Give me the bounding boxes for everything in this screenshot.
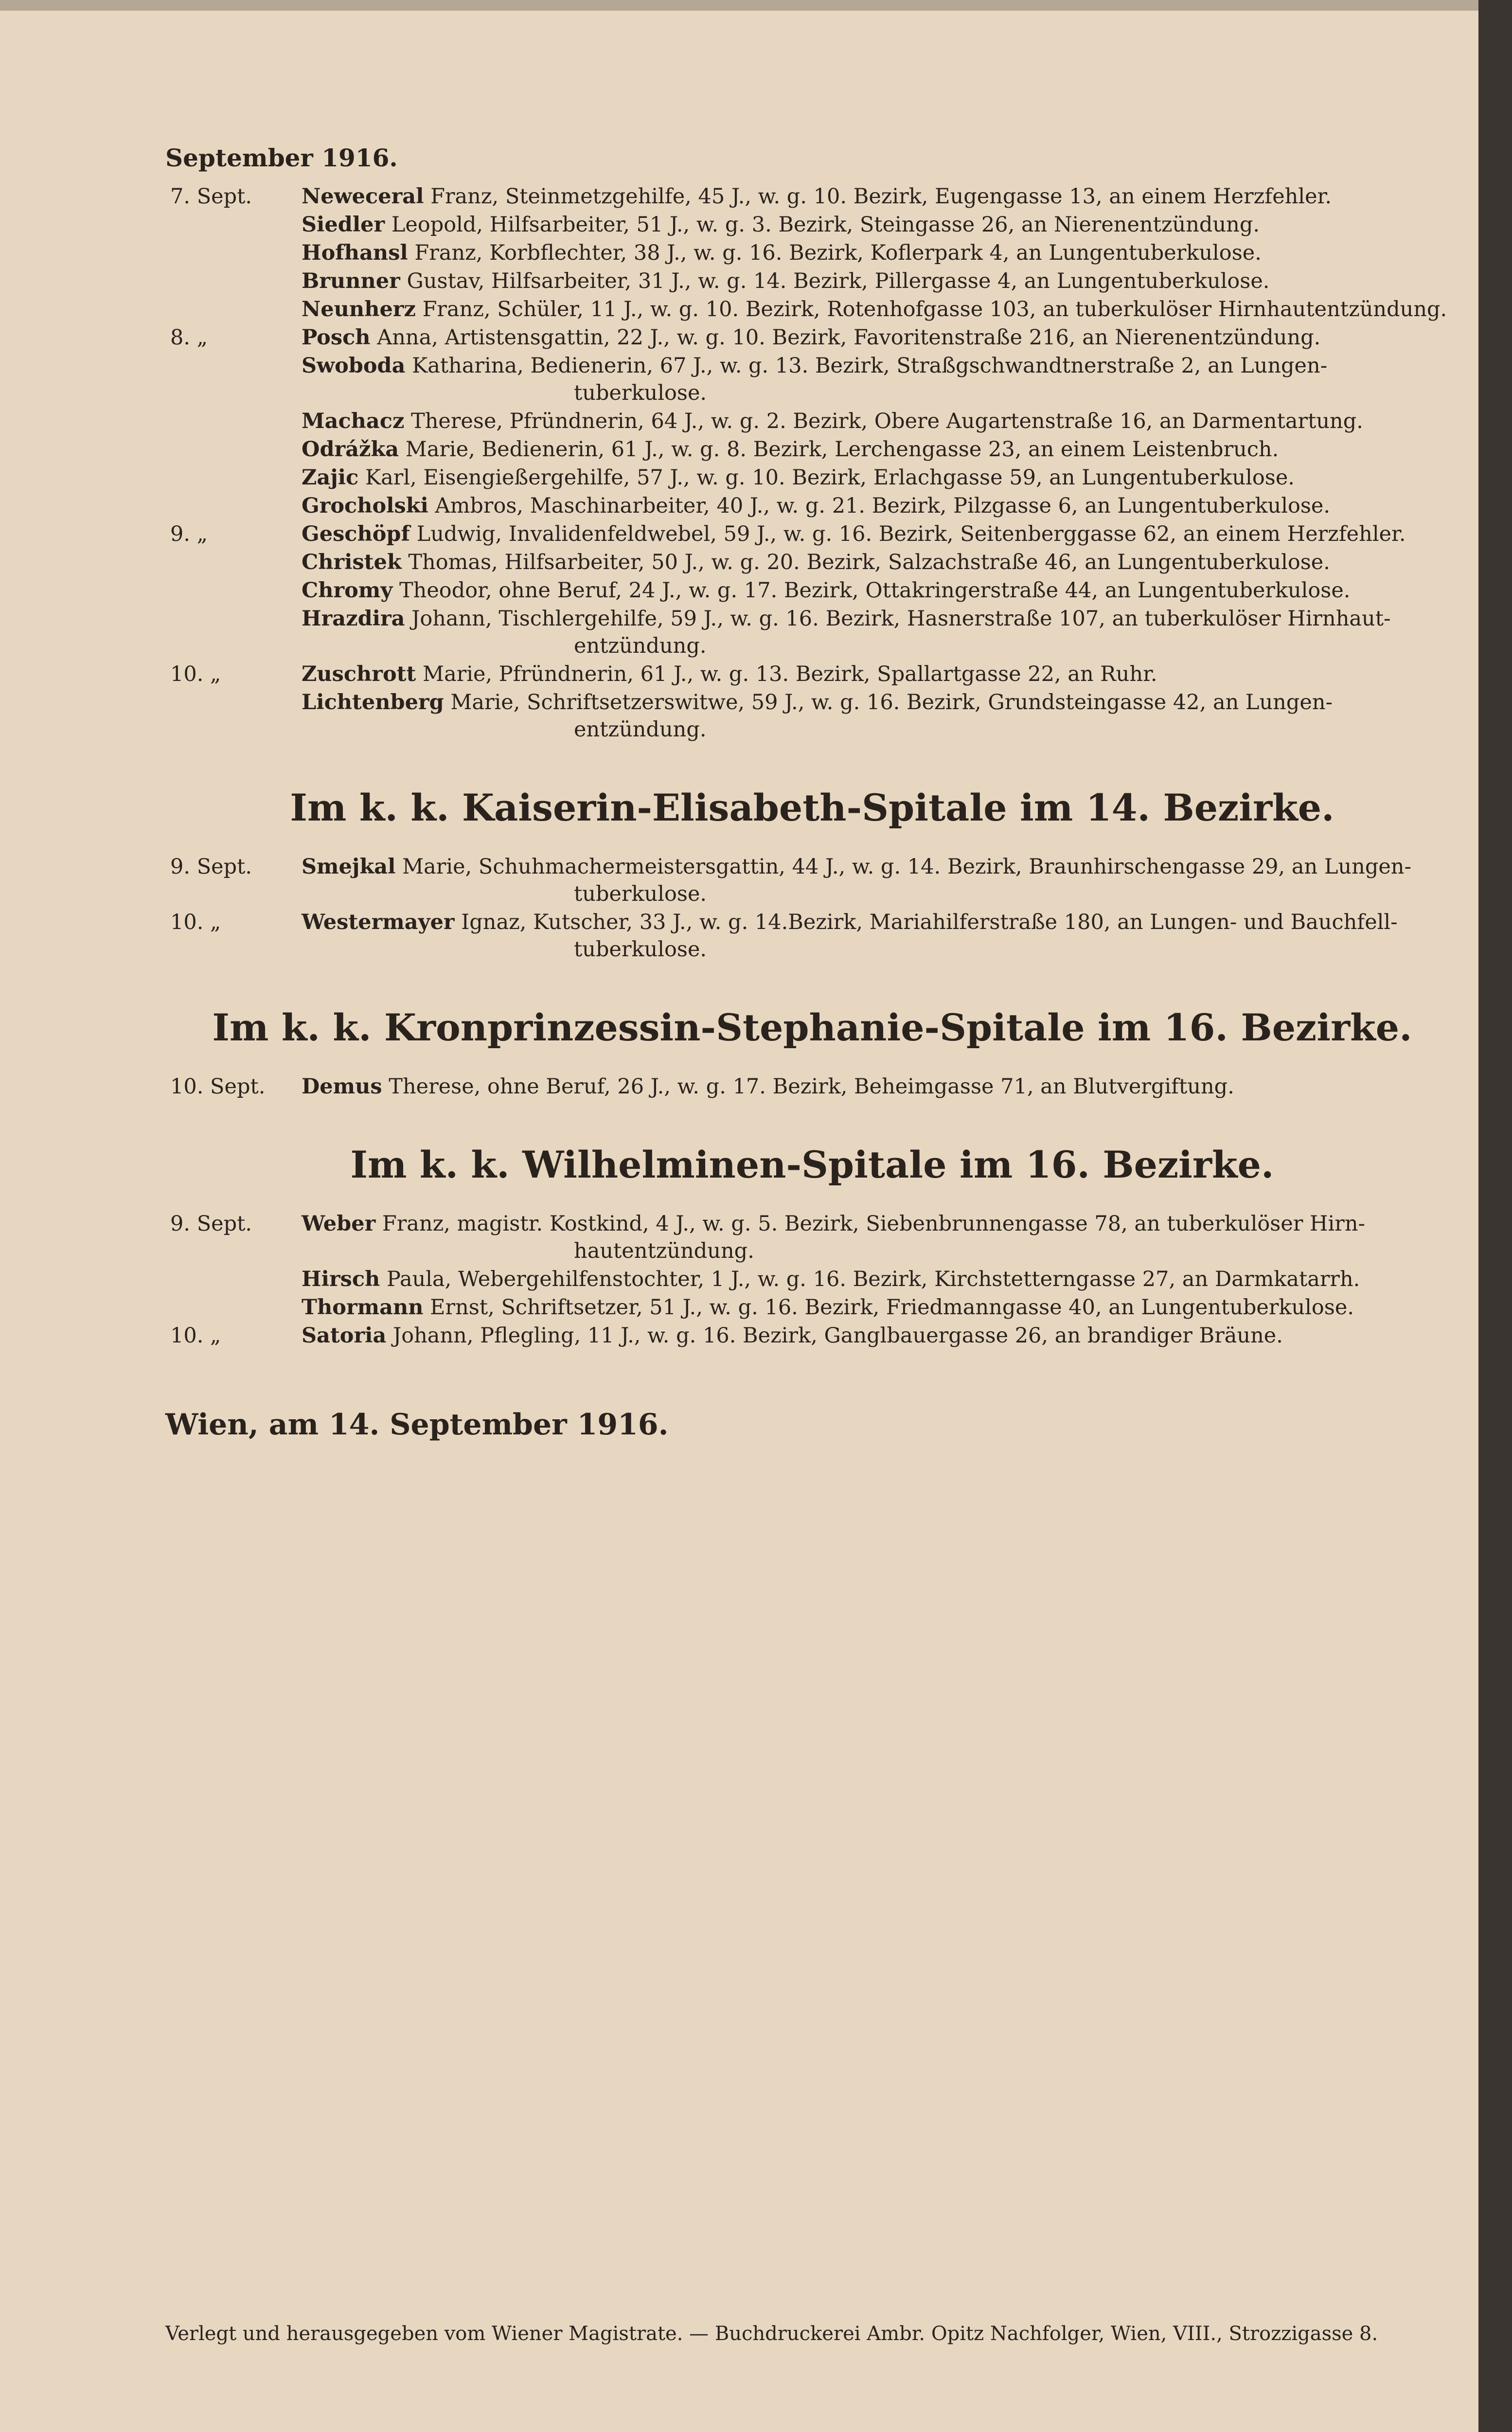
entry-line <box>302 239 1459 267</box>
entry-row <box>165 520 1459 548</box>
entry-date <box>165 492 302 519</box>
entry-line <box>302 909 1459 936</box>
section-heading: Im k. k. Kaiserin-Elisabeth-Spitale im 14. Bezirke. <box>290 786 1334 829</box>
deceased-name: Lichtenberg <box>302 690 444 715</box>
entry-line <box>302 211 1459 238</box>
section <box>165 1138 1459 1349</box>
entry-date: 10. Sept. <box>170 1074 266 1099</box>
entry-line <box>302 1322 1459 1349</box>
entry-row <box>165 853 1459 908</box>
entry-line <box>302 605 1459 632</box>
section <box>165 1001 1459 1100</box>
entry-row <box>165 492 1459 519</box>
section <box>165 781 1459 963</box>
entry-line <box>302 183 1459 210</box>
entry-date <box>165 605 302 660</box>
name-spacer <box>455 910 462 934</box>
deceased-name: Geschöpf <box>302 522 410 546</box>
name-spacer <box>380 1267 387 1291</box>
entry-details: Therese, Pfründnerin, 64 J., w. g. 2. Bezirk, Obere Augartenstraße 16, an Darmentartung. <box>411 409 1363 433</box>
entry-text <box>302 464 1459 491</box>
entry-details: Franz, Steinmetzgehilfe, 45 J., w. g. 10. Bezirk, Eugengasse 13, an einem Herzfehler. <box>430 184 1332 209</box>
entry-text <box>302 239 1459 267</box>
entry-date: 10. „ <box>170 910 221 934</box>
section-heading: Im k. k. Wilhelminen-Spitale im 16. Bezirke. <box>350 1143 1274 1186</box>
entry-text <box>302 352 1459 407</box>
deceased-name: Grocholski <box>302 494 428 518</box>
entry-text <box>302 661 1459 688</box>
entry-row <box>165 268 1459 295</box>
entry-continuation: entzündung. <box>574 634 707 658</box>
entry-date: 9. Sept. <box>170 855 252 879</box>
deceased-name: Christek <box>302 550 402 574</box>
deceased-name: Hirsch <box>302 1267 380 1291</box>
entry-text <box>302 436 1459 463</box>
name-spacer <box>405 607 411 631</box>
entry-details: Franz, magistr. Kostkind, 4 J., w. g. 5. Bezirk, Siebenbrunnengasse 78, an tuberkulöser Hirn- <box>382 1212 1366 1236</box>
entry-text <box>302 211 1459 238</box>
entry-line <box>302 661 1459 688</box>
entry-text <box>302 492 1459 519</box>
entry-date <box>165 689 302 743</box>
entry-text <box>302 1210 1459 1265</box>
entry-row <box>165 605 1459 660</box>
entry-line <box>302 436 1459 463</box>
deceased-name: Brunner <box>302 269 400 293</box>
entry-date: 10. „ <box>170 662 221 686</box>
entry-row <box>165 1210 1459 1265</box>
deceased-name: Posch <box>302 325 371 350</box>
entry-date <box>165 268 302 295</box>
name-spacer <box>423 1295 430 1320</box>
entry-row <box>165 1073 1459 1100</box>
entry-details: Marie, Schriftsetzerswitwe, 59 J., w. g. 16. Bezirk, Grundsteingasse 42, an Lungen- <box>450 690 1333 715</box>
name-spacer <box>402 550 409 574</box>
entry-text <box>302 605 1459 660</box>
month-header: September 1916. <box>165 143 398 172</box>
entry-details: Ernst, Schriftsetzer, 51 J., w. g. 16. Bezirk, Friedmanngasse 40, an Lungentuberkulose. <box>430 1295 1354 1320</box>
content-area <box>165 141 1459 1447</box>
name-spacer <box>395 855 402 879</box>
entry-text <box>302 1322 1459 1349</box>
entry-line <box>302 1073 1459 1100</box>
entry-text <box>302 549 1459 576</box>
entry-row <box>165 408 1459 435</box>
deceased-name: Hofhansl <box>302 241 408 265</box>
name-spacer <box>416 662 423 686</box>
entry-details: Therese, ohne Beruf, 26 J., w. g. 17. Bezirk, Beheimgasse 71, an Blutvergiftung. <box>389 1074 1234 1099</box>
entry-date: 9. Sept. <box>170 1212 252 1236</box>
entry-text <box>302 577 1459 604</box>
entry-date <box>165 464 302 491</box>
deceased-name: Machacz <box>302 409 405 433</box>
entry-row <box>165 239 1459 267</box>
entry-details: Katharina, Bedienerin, 67 J., w. g. 13. Bezirk, Straßgschwandtnerstraße 2, an Lungen- <box>412 354 1328 378</box>
entry-date <box>165 1294 302 1321</box>
section <box>165 183 1459 743</box>
deceased-name: Smejkal <box>302 855 396 879</box>
section-heading: Im k. k. Kronprinzessin-Stephanie-Spitale im 16. Bezirke. <box>212 1006 1412 1049</box>
entry-date: 10. „ <box>170 1323 221 1348</box>
entry-text <box>302 1073 1459 1100</box>
entry-text <box>302 1266 1459 1293</box>
deceased-name: Swoboda <box>302 354 406 378</box>
deceased-name: Zajic <box>302 465 359 490</box>
entry-row <box>165 324 1459 351</box>
entry-line <box>302 853 1459 880</box>
entry-date: 9. „ <box>170 522 208 546</box>
entry-details: Gustav, Hilfsarbeiter, 31 J., w. g. 14. Bezirk, Pillergasse 4, an Lungentuberkulose. <box>407 269 1270 293</box>
name-spacer <box>371 325 377 350</box>
entry-text <box>302 268 1459 295</box>
entry-date <box>165 549 302 576</box>
entry-row <box>165 689 1459 743</box>
entry-date <box>165 436 302 463</box>
entry-row <box>165 211 1459 238</box>
entry-line <box>302 689 1459 716</box>
entry-line <box>302 1294 1459 1321</box>
entry-details: Ludwig, Invalidenfeldwebel, 59 J., w. g. 16. Bezirk, Seitenberggasse 62, an einem Herzfehler. <box>416 522 1406 546</box>
entry-line <box>302 408 1459 435</box>
entry-row <box>165 352 1459 407</box>
deceased-name: Weber <box>302 1212 376 1236</box>
deceased-name: Satoria <box>302 1323 387 1348</box>
entry-row <box>165 296 1459 323</box>
entry-details: Ignaz, Kutscher, 33 J., w. g. 14.Bezirk, Mariahilferstraße 180, an Lungen- und Bauchfell- <box>461 910 1398 934</box>
entry-line <box>302 1210 1459 1237</box>
name-spacer <box>400 269 407 293</box>
entry-details: Franz, Korbflechter, 38 J., w. g. 16. Bezirk, Koflerpark 4, an Lungentuberkulose. <box>414 241 1262 265</box>
entry-continuation: hautentzündung. <box>574 1239 754 1263</box>
entry-text <box>302 689 1459 743</box>
deceased-name: Hrazdira <box>302 607 405 631</box>
name-spacer <box>428 494 435 518</box>
entry-date <box>165 211 302 238</box>
deceased-name: Neweceral <box>302 184 424 209</box>
name-spacer <box>385 213 391 237</box>
entry-date <box>165 1266 302 1293</box>
entry-date: 7. Sept. <box>170 184 252 209</box>
entry-date <box>165 239 302 267</box>
entry-details: Marie, Schuhmachermeistersgattin, 44 J., w. g. 14. Bezirk, Braunhirschengasse 29, an Lungen- <box>402 855 1412 879</box>
name-spacer <box>408 241 415 265</box>
deceased-name: Chromy <box>302 578 393 603</box>
entry-text <box>302 408 1459 435</box>
name-spacer <box>375 1212 382 1236</box>
name-spacer <box>444 690 451 715</box>
entry-details: Paula, Webergehilfenstochter, 1 J., w. g. 16. Bezirk, Kirchstetterngasse 27, an Darmkatarrh. <box>386 1267 1360 1291</box>
entry-details: Johann, Pflegling, 11 J., w. g. 16. Bezirk, Ganglbauergasse 26, an brandiger Bräune. <box>392 1323 1283 1348</box>
publisher-footer: Verlegt und herausgegeben vom Wiener Magistrate. — Buchdruckerei Ambr. Opitz Nachfolger, Wien, VIII., Strozzigasse 8. <box>165 2323 1378 2345</box>
name-spacer <box>416 297 423 322</box>
entry-row <box>165 1294 1459 1321</box>
entry-text <box>302 296 1459 323</box>
entry-date <box>165 296 302 323</box>
entry-details: Leopold, Hilfsarbeiter, 51 J., w. g. 3. Bezirk, Steingasse 26, an Nierenentzündung. <box>391 213 1260 237</box>
entry-continuation: tuberkulose. <box>574 882 707 906</box>
entry-date <box>165 408 302 435</box>
entry-text <box>302 909 1459 963</box>
entry-details: Marie, Bedienerin, 61 J., w. g. 8. Bezirk, Lerchengasse 23, an einem Leistenbruch. <box>405 437 1279 462</box>
deceased-name: Demus <box>302 1074 382 1099</box>
entry-details: Marie, Pfründnerin, 61 J., w. g. 13. Bezirk, Spallartgasse 22, an Ruhr. <box>423 662 1157 686</box>
entry-row <box>165 464 1459 491</box>
sections-container <box>165 183 1459 1349</box>
deceased-name: Zuschrott <box>302 662 416 686</box>
name-spacer <box>399 437 406 462</box>
entry-line <box>302 268 1459 295</box>
entry-text <box>302 853 1459 908</box>
entry-date <box>165 577 302 604</box>
entry-line <box>302 577 1459 604</box>
entry-details: Thomas, Hilfsarbeiter, 50 J., w. g. 20. Bezirk, Salzachstraße 46, an Lungentuberkulose. <box>408 550 1330 574</box>
entry-line <box>302 296 1459 323</box>
entry-row <box>165 577 1459 604</box>
entry-line <box>302 492 1459 519</box>
entry-text <box>302 324 1459 351</box>
entry-row <box>165 436 1459 463</box>
entry-line <box>302 549 1459 576</box>
entry-line <box>302 520 1459 548</box>
entry-date: 8. „ <box>170 325 208 350</box>
entry-text <box>302 520 1459 548</box>
entry-continuation: tuberkulose. <box>574 937 707 962</box>
name-spacer <box>405 354 412 378</box>
entry-details: Ambros, Maschinarbeiter, 40 J., w. g. 21. Bezirk, Pilzgasse 6, an Lungentuberkulose. <box>435 494 1331 518</box>
entry-row <box>165 661 1459 688</box>
entry-details: Karl, Eisengießergehilfe, 57 J., w. g. 10. Bezirk, Erlachgasse 59, an Lungentuberkulose. <box>365 465 1295 490</box>
entry-row <box>165 909 1459 963</box>
entry-details: Johann, Tischlergehilfe, 59 J., w. g. 16. Bezirk, Hasnerstraße 107, an tuberkulöser Hirnhaut- <box>411 607 1391 631</box>
entry-row <box>165 183 1459 210</box>
entry-line <box>302 324 1459 351</box>
name-spacer <box>358 465 365 490</box>
deceased-name: Thormann <box>302 1295 424 1320</box>
entry-row <box>165 549 1459 576</box>
entry-details: Theodor, ohne Beruf, 24 J., w. g. 17. Bezirk, Ottakringerstraße 44, an Lungentuberkulose. <box>399 578 1351 603</box>
entry-details: Franz, Schüler, 11 J., w. g. 10. Bezirk, Rotenhofgasse 103, an tuberkulöser Hirnhautentzündung. <box>422 297 1447 322</box>
deceased-name: Westermayer <box>302 910 455 934</box>
name-spacer <box>410 522 417 546</box>
entry-text <box>302 1294 1459 1321</box>
entry-continuation: tuberkulose. <box>574 381 707 405</box>
entry-line <box>302 1266 1459 1293</box>
deceased-name: Odrážka <box>302 437 399 462</box>
deceased-name: Siedler <box>302 213 385 237</box>
entry-continuation: entzündung. <box>574 717 707 742</box>
entry-line <box>302 464 1459 491</box>
name-spacer <box>404 409 411 433</box>
name-spacer <box>386 1323 393 1348</box>
page-top-edge <box>0 0 1478 11</box>
name-spacer <box>424 184 430 209</box>
name-spacer <box>382 1074 389 1099</box>
deceased-name: Neunherz <box>302 297 416 322</box>
entry-line <box>302 352 1459 379</box>
entry-text <box>302 183 1459 210</box>
entry-row <box>165 1266 1459 1293</box>
name-spacer <box>392 578 399 603</box>
entry-row <box>165 1322 1459 1349</box>
closing-line: Wien, am 14. September 1916. <box>165 1408 669 1442</box>
entry-details: Anna, Artistensgattin, 22 J., w. g. 10. Bezirk, Favoritenstraße 216, an Nierenentzündung. <box>377 325 1321 350</box>
entry-date <box>165 352 302 407</box>
